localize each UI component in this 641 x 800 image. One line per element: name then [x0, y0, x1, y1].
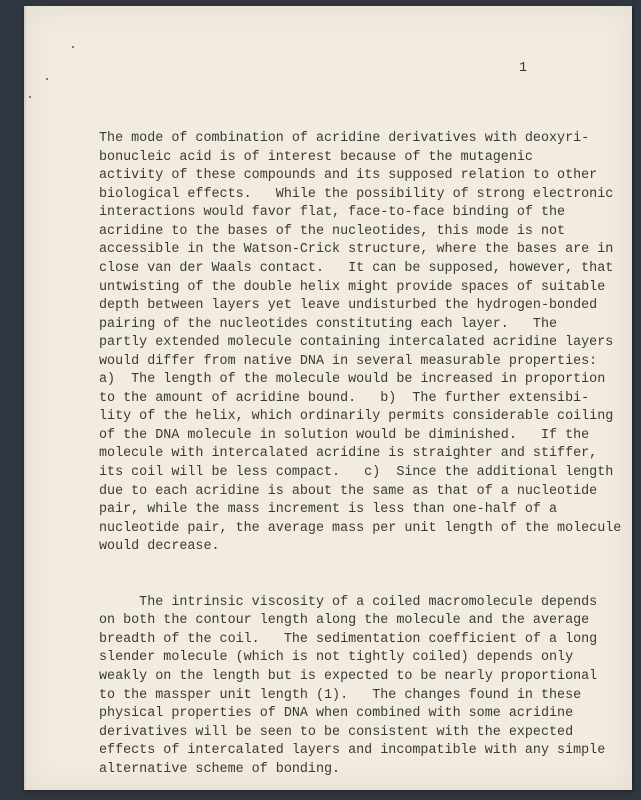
- text-line: breadth of the coil. The sedimentation coefficient of a long: [99, 631, 598, 647]
- text-line: The mode of combination of acridine derivatives with deoxyri-: [99, 131, 590, 147]
- text-line: alternative scheme of bonding.: [99, 761, 341, 777]
- text-line: depth between layers yet leave undisturbed the hydrogen-bonded: [99, 298, 598, 314]
- text-line: would decrease.: [99, 539, 220, 555]
- text-line: effects of intercalated layers and incompatible with any simple: [99, 743, 606, 759]
- text-line: partly extended molecule containing intercalated acridine layers: [99, 335, 614, 351]
- text-line: its coil will be less compact. c) Since the additional length: [99, 464, 614, 480]
- text-line: bonucleic acid is of interest because of the mutagenic: [99, 149, 533, 165]
- text-line: nucleotide pair, the average mass per unit length of the molecule: [99, 520, 622, 536]
- text-line: molecule with intercalated acridine is straighter and stiffer,: [99, 446, 598, 462]
- page-number: 1: [519, 61, 528, 76]
- text-line: physical properties of DNA when combined with some acridine: [99, 706, 574, 722]
- paper-speck: [46, 78, 48, 80]
- text-line: slender molecule (which is not tightly coiled) depends only: [99, 650, 574, 666]
- text-line: biological effects. While the possibility of strong electronic: [99, 186, 614, 202]
- text-line: to the massper unit length (1). The changes found in these: [99, 687, 582, 703]
- text-line: interactions would favor flat, face-to-face binding of the: [99, 205, 566, 221]
- document-body: [99, 93, 622, 800]
- text-line: due to each acridine is about the same as that of a nucleotide: [99, 483, 598, 499]
- text-line: on both the contour length along the molecule and the average: [99, 613, 590, 629]
- text-line: close van der Waals contact. It can be supposed, however, that: [99, 260, 614, 276]
- text-line: would differ from native DNA in several measurable properties:: [99, 353, 598, 369]
- text-line: to the amount of acridine bound. b) The further extensibi-: [99, 390, 590, 406]
- paper-speck: [29, 96, 31, 98]
- typed-page: [24, 6, 632, 790]
- text-line: activity of these compounds and its supposed relation to other: [99, 168, 598, 184]
- text-line: The intrinsic viscosity of a coiled macromolecule depends: [99, 594, 598, 610]
- text-line: lity of the helix, which ordinarily permits considerable coiling: [99, 409, 614, 425]
- text-line: accessible in the Watson-Crick structure, where the bases are in: [99, 242, 614, 258]
- text-line: pair, while the mass increment is less than one-half of a: [99, 502, 558, 518]
- paragraph: [99, 130, 622, 557]
- text-line: weakly on the length but is expected to be nearly proportional: [99, 669, 598, 685]
- text-line: of the DNA molecule in solution would be diminished. If the: [99, 427, 590, 443]
- text-line: pairing of the nucleotides constituting each layer. The: [99, 316, 558, 332]
- text-line: a) The length of the molecule would be increased in proportion: [99, 372, 606, 388]
- text-line: derivatives will be seen to be consistent with the expected: [99, 724, 574, 740]
- text-line: acridine to the bases of the nucleotides, this mode is not: [99, 223, 566, 239]
- paragraph: [99, 594, 606, 779]
- text-line: untwisting of the double helix might provide spaces of suitable: [99, 279, 606, 295]
- paper-speck: [72, 46, 74, 48]
